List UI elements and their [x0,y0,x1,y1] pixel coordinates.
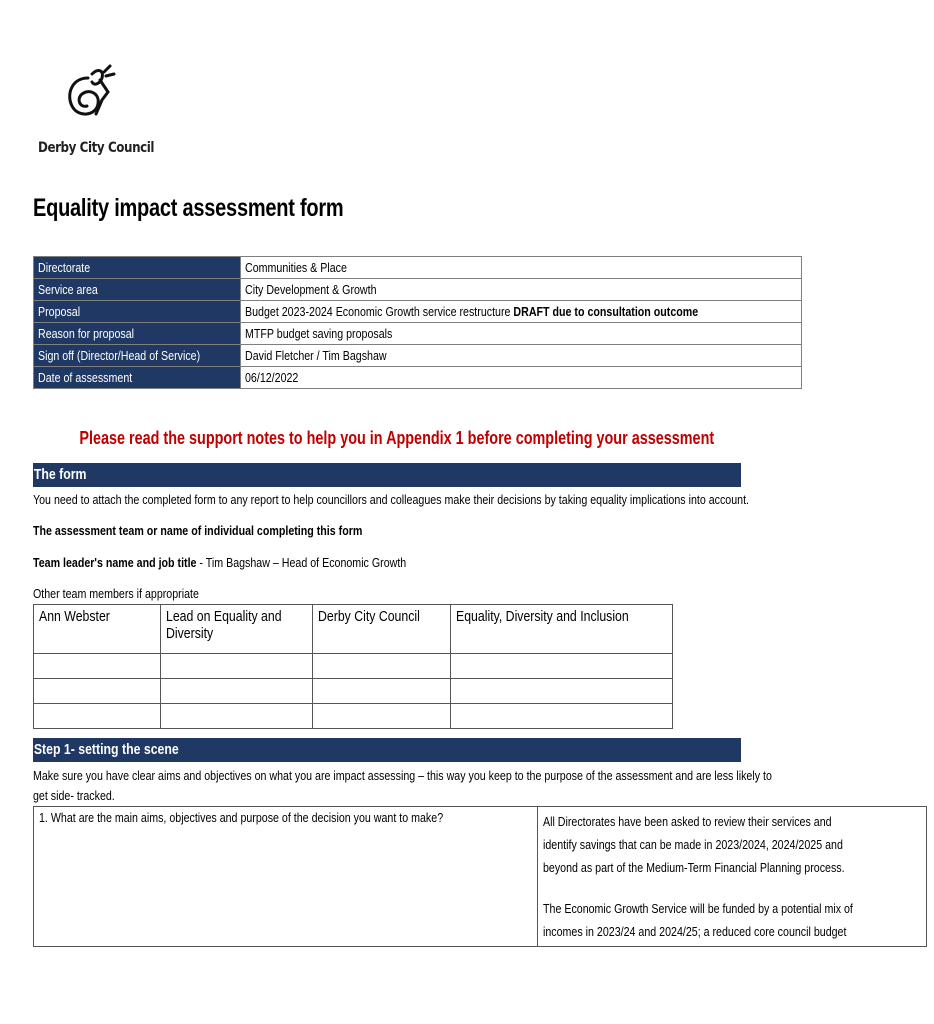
empty-cell[interactable] [34,654,161,679]
step1-intro-line-1: Make sure you have clear aims and objectives on what you are impact assessing – this way you keep to the purpose of the assessment and are less likely to [33,768,772,783]
support-notes-notice: Please read the support notes to help you in Appendix 1 before completing your assessment [79,428,715,448]
info-label: Reason for proposal [34,323,241,345]
question-cell: 1. What are the main aims, objectives and purpose of the decision you want to make? [34,807,538,947]
info-label: Service area [34,279,241,301]
info-value: City Development & Growth [240,279,802,301]
page-title: Equality impact assessment form [33,194,344,222]
step1-intro-line-2: get side- tracked. [33,788,115,803]
other-members-label: Other team members if appropriate [33,586,199,601]
table-row [34,679,673,704]
info-label: Proposal [34,301,241,323]
info-label: Directorate [34,257,241,279]
info-value: David Fletcher / Tim Bagshaw [240,345,802,367]
info-value: Budget 2023-2024 Economic Growth service restructure DRAFT due to consultation outcome [240,301,802,323]
member-name-cell[interactable]: Ann Webster [34,605,161,654]
form-intro-text: You need to attach the completed form to any report to help councillors and colleagues make their decisions by taking equality implications into account. [33,492,750,507]
empty-cell[interactable] [34,704,161,729]
member-area-cell[interactable]: Equality, Diversity and Inclusion [451,605,673,654]
assessment-info-table [33,256,802,389]
empty-cell[interactable] [451,654,673,679]
answer-cell[interactable]: All Directorates have been asked to review their services and identify savings that can be made in 2023/2024, 2024/2025 and beyond as part of the Medium-Term Financial Planning process. The Economic Growth Service will be funded by a potential mix of incomes in 2023/24 and 2024/25; a reduced core council budget [537,807,926,947]
table-row [34,654,673,679]
info-row-proposal [34,301,802,323]
empty-cell[interactable] [312,679,451,704]
empty-cell[interactable] [34,679,161,704]
empty-cell[interactable] [312,704,451,729]
team-leader-value: - Tim Bagshaw – Head of Economic Growth [196,555,407,570]
info-row-reason [34,323,802,345]
table-row [34,807,927,947]
section-heading-the-form: The form [33,463,741,487]
ram-emblem-icon [58,64,118,138]
draft-note: DRAFT due to consultation outcome [513,304,698,319]
team-leader-label: Team leader's name and job title [33,555,197,570]
section-heading-step-1: Step 1- setting the scene [33,738,741,762]
empty-cell[interactable] [160,679,312,704]
empty-cell[interactable] [312,654,451,679]
member-role-cell[interactable]: Lead on Equality and Diversity [160,605,312,654]
assessment-team-label: The assessment team or name of individual completing this form [33,523,363,538]
info-label: Sign off (Director/Head of Service) [34,345,241,367]
info-value: MTFP budget saving proposals [240,323,802,345]
info-row-directorate [34,257,802,279]
table-row [34,605,673,654]
member-organisation-cell[interactable]: Derby City Council [312,605,451,654]
empty-cell[interactable] [451,704,673,729]
empty-cell[interactable] [451,679,673,704]
info-row-sign-off [34,345,802,367]
logo-text: Derby City Council [38,140,155,156]
info-value: Communities & Place [240,257,802,279]
question-table [33,806,927,947]
info-row-date [34,367,802,389]
info-row-service-area [34,279,802,301]
council-logo [36,64,155,164]
info-value: 06/12/2022 [240,367,802,389]
empty-cell[interactable] [160,704,312,729]
team-leader-line [33,555,488,570]
info-label: Date of assessment [34,367,241,389]
table-row [34,704,673,729]
empty-cell[interactable] [160,654,312,679]
team-members-table [33,604,673,729]
